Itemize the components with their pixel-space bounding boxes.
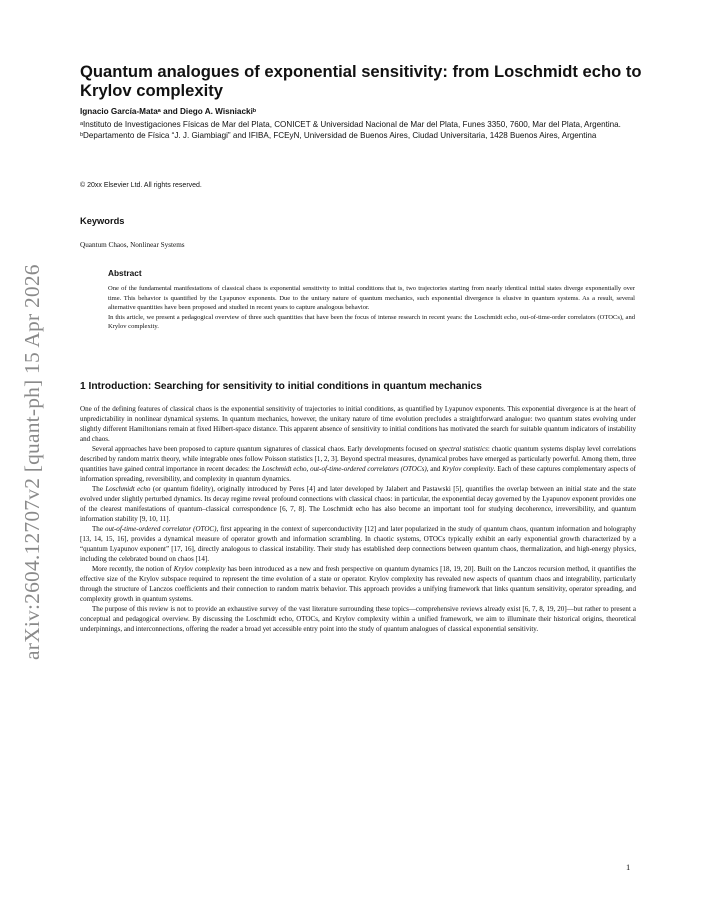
- text-run: Several approaches have been proposed to capture quantum signatures of classical chaos. Early developments focused on: [92, 445, 439, 453]
- section-heading-introduction: 1 Introduction: Searching for sensitivity to initial conditions in quantum mechanics: [80, 381, 482, 392]
- affiliations: [80, 119, 640, 141]
- page-number: 1: [626, 862, 631, 872]
- text-run: has been introduced as a new and fresh perspective on quantum dynamics [18, 19, 20]. Built on the Lanczos recursion method, it quantifies the effective size of the Krylov subspace required to represent the time evolution of a state or operator. Krylov complexity has revealed new aspects of quantum chaos and integrability, particularly through the structure of Lanczos coefficients and their connection to random matrix behavior. This approach provides a unifying framework that links quantum sensitivity, operator spreading, and complexity growth in quantum systems.: [80, 565, 637, 603]
- intro-paragraph-6: The purpose of this review is not to provide an exhaustive survey of the vast literature surrounding these topics—comprehensive reviews already exist [6, 7, 8, 19, 20]—but rather to present a conceptual and pedagogical overview. By discussing the Loschmidt echo, OTOCs, and Krylov complexity within a unified framework, we aim to illuminate their historical origins, theoretical underpinnings, and interconnections, offering the reader a broad yet accessible entry point into the study of quantum analogues of classical exponential sensitivity.: [80, 605, 636, 633]
- text-run: ,: [306, 465, 311, 473]
- text-run: The: [92, 525, 105, 533]
- affiliation-a: ᵃInstituto de Investigaciones Físicas de Mar del Plata, CONICET & Universidad Nacional de Mar del Plata, Funes 3350, 7600, Mar del Plata, Argentina.: [80, 120, 621, 129]
- arxiv-identifier-stamp: arXiv:2604.12707v2 [quant-ph] 15 Apr 2026: [20, 264, 44, 660]
- intro-paragraph-1: One of the defining features of classical chaos is the exponential sensitivity of trajectories to initial conditions, as quantified by Lyapunov exponents. This exponential divergence is at the heart of unpredictability in nonlinear dynamical systems. In quantum mechanics, however, the unitary nature of time evolution precludes a straightforward analogue: two quantum states evolving under slightly different Hamiltonians remain at fixed Hilbert-space distance. This apparent absence of sensitivity to initial conditions has motivated the search for suitable quantum indicators of instability and chaos.: [80, 405, 636, 443]
- affiliation-b: ᵇDepartamento de Física “J. J. Giambiagi” and IFIBA, FCEyN, Universidad de Buenos Aires, Ciudad Universitaria, 1428 Buenos Aires, Argentina: [80, 131, 597, 140]
- intro-paragraph-3: [80, 484, 636, 524]
- emphasis: Loschmidt echo: [262, 465, 307, 473]
- copyright-notice: © 20xx Elsevier Ltd. All rights reserved.: [80, 182, 202, 189]
- abstract-heading: Abstract: [108, 268, 142, 278]
- keywords-heading: Keywords: [80, 216, 125, 226]
- emphasis: out-of-time-ordered correlators (OTOCs): [310, 465, 427, 473]
- emphasis: out-of-time-ordered correlator (OTOC): [104, 525, 217, 533]
- intro-paragraph-5: [80, 564, 636, 604]
- emphasis: Loschmidt echo: [105, 485, 151, 493]
- emphasis: Krylov complexity: [442, 465, 494, 473]
- text-run: , and: [426, 465, 443, 473]
- emphasis: Krylov complexity: [173, 565, 226, 573]
- text-run: , first appearing in the context of superconductivity [12] and later popularized in the study of quantum chaos, quantum information and holography [13, 14, 15, 16], provides a dynamical measure of operator growth and information scrambling. In chaotic systems, OTOCs typically exhibit an early exponential growth characterized by a “quantum Lyapunov exponent” [17, 16], directly analogous to classical instability. Their study has established deep connections between quantum chaos, thermalization, and high-energy physics, including the celebrated bound on chaos [14].: [80, 525, 637, 563]
- intro-paragraph-4: [80, 524, 636, 564]
- paper-title: Quantum analogues of exponential sensitivity: from Loschmidt echo to Krylov complexity: [80, 62, 642, 100]
- emphasis: spectral statistics: [438, 445, 488, 453]
- text-run: The: [92, 485, 106, 493]
- text-run: . Each of these captures complementary aspects of information spreading, reversibility, and complexity in quantum dynamics.: [80, 465, 636, 483]
- keywords-text: Quantum Chaos, Nonlinear Systems: [80, 241, 185, 249]
- intro-paragraph-2: [80, 444, 636, 484]
- author-list: Ignacio García-Mataᵃ and Diego A. Wisniackiᵇ: [80, 107, 257, 116]
- text-run: More recently, the notion of: [92, 565, 174, 573]
- abstract-body: [108, 284, 635, 332]
- text-run: : chaotic quantum systems display level correlations described by random matrix theory, while integrable ones follow Poisson statistics [1, 2, 3]. Beyond spectral measures, dynamical probes have emerged as particularly powerful. Among them, three quantities have gained central importance in recent decades: the: [80, 445, 637, 473]
- abstract-paragraph: One of the fundamental manifestations of classical chaos is exponential sensitivity to initial conditions that is, two trajectories starting from nearly identical initial states diverge exponentially over time. This behavior is quantified by the Lyapunov exponents. Due to the unitary nature of quantum mechanics, such exponential divergence is elusive in quantum systems. As a result, several alternative quantities have been proposed and studied in recent years to capture analogous behavior.: [108, 285, 635, 311]
- text-run: (or quantum fidelity), originally introduced by Peres [4] and later developed by Jalabert and Pastawski [5], quantifies the overlap between an initial state and the state evolved under slightly perturbed dynamics. Its decay regime reveal profound connections with classical chaos: in particular, the exponential decay governed by the Lyapunov exponent provides one of the clearest manifestations of quantum–classical correspondence [6, 7, 8]. The Loschmidt echo has also become an important tool for studying decoherence, irreversibility, and quantum information stability [9, 10, 11].: [80, 485, 636, 523]
- abstract-paragraph: In this article, we present a pedagogical overview of three such quantities that have been the focus of intense research in recent years: the Loschmidt echo, out-of-time-order correlators (OTOCs), and Krylov complexity.: [108, 313, 635, 330]
- introduction-body: [80, 404, 636, 634]
